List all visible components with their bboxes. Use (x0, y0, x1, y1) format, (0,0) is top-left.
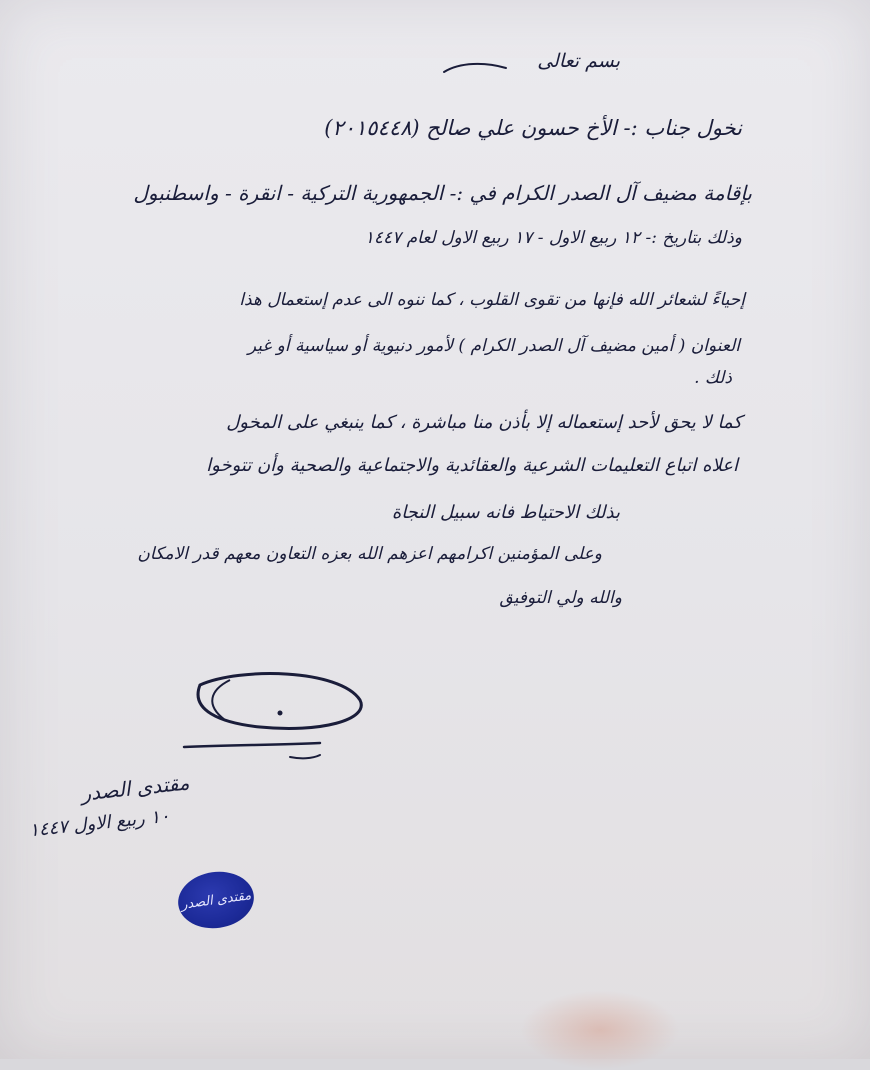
body-line-6: بذلك الاحتياط فانه سبيل النجاة (391, 502, 620, 523)
body-line-1: إحياءً لشعائر الله فإنها من تقوى القلوب ، كما ننوه الى عدم إستعمال هذا (239, 290, 745, 310)
venue-line: بإقامة مضيف آل الصدر الكرام في :- الجمهورية التركية - انقرة - واسطنبول (133, 181, 752, 205)
body-line-2: العنوان ( أمين مضيف آل الصدر الكرام ) لأمور دنيوية أو سياسية أو غير (247, 336, 740, 356)
valediction: والله ولي التوفيق (499, 588, 622, 608)
basmala-flourish (440, 58, 510, 78)
official-seal (174, 867, 257, 933)
signature-date: ١٠ ربيع الاول ١٤٤٧ (28, 805, 171, 842)
closing-line: وعلى المؤمنين اكرامهم اعزهم الله بعزه التعاون معهم قدر الامكان (137, 544, 602, 564)
authorized-person-line: نخول جناب :- الأخ حسون علي صالح (٢٠١٥٤٤٨) (324, 116, 742, 140)
signature-name: مقتدى الصدر (80, 770, 191, 806)
signature-scribble (170, 665, 390, 775)
paper-stain (520, 990, 680, 1070)
body-line-5: اعلاه اتباع التعليمات الشرعية والعقائدية والاجتماعية والصحية وأن تتوخوا (206, 455, 738, 476)
date-line: وذلك بتاريخ :- ١٢ ربيع الاول - ١٧ ربيع الاول لعام ١٤٤٧ (364, 228, 742, 248)
seal-text: مقتدى الصدر (180, 887, 252, 913)
body-line-4: كما لا يحق لأحد إستعماله إلا بأذن منا مباشرة ، كما ينبغي على المخول (226, 412, 742, 433)
basmala: بسم تعالى (537, 50, 620, 72)
body-line-3: ذلك . (694, 368, 732, 388)
